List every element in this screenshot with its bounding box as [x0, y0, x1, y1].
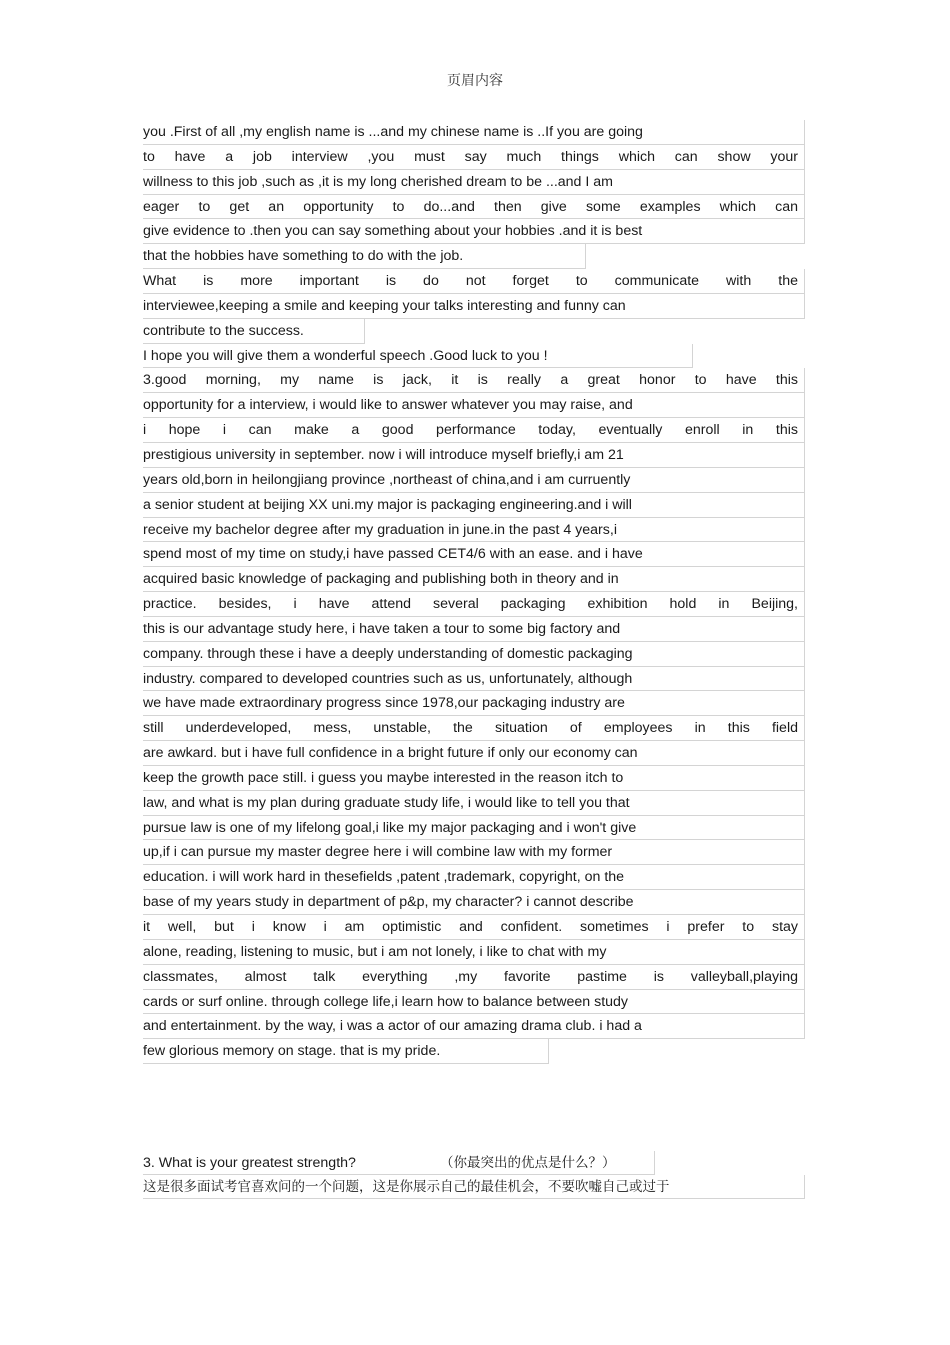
text-line: [143, 990, 805, 1015]
text-line-content: years old,born in heilongjiang province ,northeast of china,and i am curruently: [143, 471, 631, 488]
text-line-content: spend most of my time on study,i have passed CET4/6 with an ease. and i have: [143, 546, 643, 563]
text-line-content: we have made extraordinary progress since 1978,our packaging industry are: [143, 695, 625, 712]
text-line-content: pursue law is one of my lifelong goal,i like my major packaging and i won't give: [143, 819, 637, 836]
text-line: [143, 915, 805, 940]
question-english: 3. What is your greatest strength?: [143, 1155, 356, 1172]
text-line-content: contribute to the success.: [143, 322, 304, 339]
text-line-content: acquired basic knowledge of packaging and publishing both in theory and in: [143, 571, 619, 588]
text-line-content: it well, but i know i am optimistic and confident. sometimes i prefer to stay: [143, 919, 798, 935]
paragraph-lines: [143, 120, 805, 1064]
text-line-content: What is more important is do not forget to communicate with the: [143, 273, 798, 290]
text-line-content: receive my bachelor degree after my graduation in june.in the past 4 years,i: [143, 521, 617, 538]
text-line-content: this is our advantage study here, i have taken a tour to some big factory and: [143, 620, 621, 637]
text-line: [143, 691, 805, 716]
text-line-content: up,if i can pursue my master degree here i will combine law with my former: [143, 844, 613, 861]
text-line-content: classmates, almost talk everything ,my favorite pastime is valleyball,playing: [143, 968, 798, 985]
text-line: [143, 865, 805, 890]
text-line: [143, 542, 805, 567]
text-line: [143, 195, 805, 220]
text-line-content: practice. besides, i have attend several packaging exhibition hold in Beijing,: [143, 596, 798, 613]
text-line: [143, 368, 805, 393]
text-line-content: law, and what is my plan during graduate study life, i would like to tell you that: [143, 794, 630, 811]
text-line: [143, 319, 365, 344]
text-line: [143, 269, 805, 294]
text-line: [143, 642, 805, 667]
text-line: [143, 890, 805, 915]
section-spacer: [143, 1064, 805, 1151]
text-line: [143, 170, 805, 195]
text-line: [143, 816, 805, 841]
text-line: [143, 344, 693, 369]
text-line-content: 3.good morning, my name is jack, it is really a great honor to have this: [143, 372, 798, 389]
text-line-content: cards or surf online. through college life,i learn how to balance between study: [143, 993, 629, 1010]
question-chinese: （你最突出的优点是什么？）: [440, 1155, 616, 1172]
text-line: [143, 840, 805, 865]
text-line-content: eager to get an opportunity to do...and then give some examples which can: [143, 198, 798, 215]
text-line-content: willness to this job ,such as ,it is my long cherished dream to be ...and I am: [143, 173, 613, 190]
text-line-content: i hope i can make a good performance today, eventually enroll in this: [143, 422, 798, 439]
text-line: [143, 791, 805, 816]
text-line-content: industry. compared to developed countries such as us, unfortunately, although: [143, 670, 633, 687]
text-line: [143, 294, 805, 319]
text-line: [143, 1014, 805, 1039]
text-line: [143, 443, 805, 468]
text-line: [143, 716, 805, 741]
text-line-content: interviewee,keeping a smile and keeping your talks interesting and funny can: [143, 297, 626, 314]
text-line-content: base of my years study in department of p&p, my character? i cannot describe: [143, 894, 634, 911]
text-line: [143, 418, 805, 443]
text-line: [143, 468, 805, 493]
text-line: [143, 219, 805, 244]
text-line-content: keep the growth pace still. i guess you maybe interested in the reason itch to: [143, 769, 624, 786]
text-line: [143, 567, 805, 592]
text-line-content: and entertainment. by the way, i was a actor of our amazing drama club. i had a: [143, 1018, 642, 1035]
text-line: [143, 617, 805, 642]
text-line: [143, 518, 805, 543]
text-line-content: give evidence to .then you can say something about your hobbies .and it is best: [143, 223, 643, 240]
question-heading: [143, 1151, 655, 1175]
text-line: [143, 766, 805, 791]
text-line-content: to have a job interview ,you must say much things which can show your: [143, 148, 798, 165]
text-line-content: prestigious university in september. now i will introduce myself briefly,i am 21: [143, 446, 624, 463]
text-line: [143, 493, 805, 518]
text-line: [143, 393, 805, 418]
text-line: [143, 1039, 549, 1064]
page-header: 页眉内容: [447, 73, 503, 89]
text-line: [143, 145, 805, 170]
text-line: [143, 965, 805, 990]
text-line-content: I hope you will give them a wonderful speech .Good luck to you !: [143, 347, 548, 364]
text-line-content: that the hobbies have something to do with the job.: [143, 248, 464, 265]
text-line: [143, 940, 805, 965]
text-line-content: opportunity for a interview, i would like to answer whatever you may raise, and: [143, 397, 633, 414]
text-line: [143, 120, 805, 145]
closing-line: 这是很多面试考官喜欢问的一个问题，这是你展示自己的最佳机会，不要吹嘘自己或过于: [143, 1175, 805, 1199]
text-line-content: you .First of all ,my english name is ...and my chinese name is ..If you are going: [143, 124, 643, 140]
text-line-content: a senior student at beijing XX uni.my major is packaging engineering.and i will: [143, 496, 632, 513]
text-line: [143, 667, 805, 692]
text-line-content: are awkard. but i have full confidence in a bright future if only our economy can: [143, 745, 638, 762]
text-line-content: company. through these i have a deeply understanding of domestic packaging: [143, 645, 633, 662]
text-line: [143, 592, 805, 617]
document-body: [143, 120, 805, 1199]
text-line: [143, 741, 805, 766]
text-line-content: still underdeveloped, mess, unstable, the situation of employees in this field: [143, 720, 798, 737]
text-line-content: few glorious memory on stage. that is my pride.: [143, 1043, 441, 1060]
text-line: [143, 244, 586, 269]
text-line-content: education. i will work hard in thesefields ,patent ,trademark, copyright, on the: [143, 869, 625, 886]
text-line-content: alone, reading, listening to music, but i am not lonely, i like to chat with my: [143, 943, 607, 960]
